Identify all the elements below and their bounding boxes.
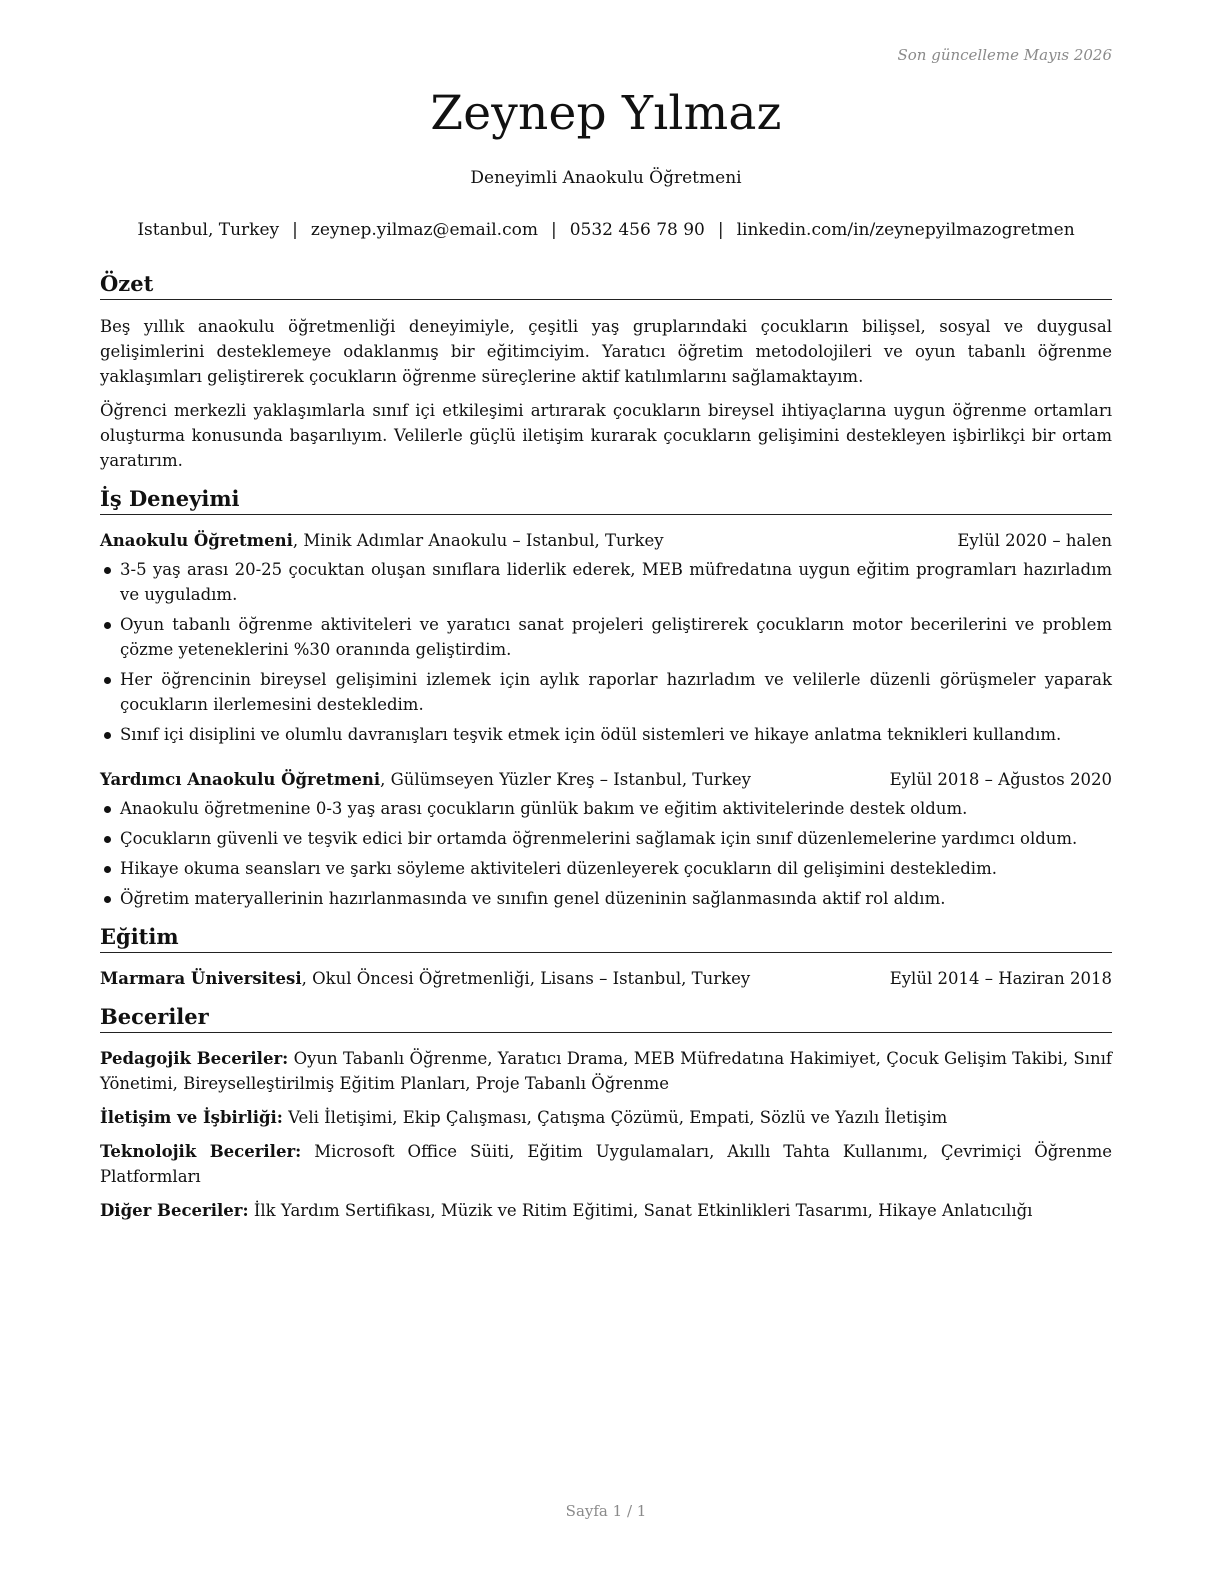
candidate-name: Zeynep Yılmaz [430, 86, 782, 141]
job-role: Anaokulu Öğretmeni [100, 531, 293, 550]
section-title-education: Eğitim [100, 923, 1112, 953]
contact-separator: | [717, 220, 724, 240]
job-bullet: 3-5 yaş arası 20-25 çocuktan oluşan sınıflara liderlik ederek, MEB müfredatına uygun eğitim programları hazırladım ve uyguladım. [100, 557, 1112, 607]
summary-section [100, 270, 1112, 473]
candidate-headline: Deneyimli Anaokulu Öğretmeni [470, 168, 742, 188]
skill-group [100, 1139, 1112, 1189]
contact-separator: | [550, 220, 557, 240]
education-detail: , Okul Öncesi Öğretmenliği, Lisans – Istanbul, Turkey [301, 969, 751, 988]
job-bullet: Öğretim materyallerinin hazırlanmasında ve sınıfın genel düzeninin sağlanmasında aktif rol aldım. [100, 886, 1112, 911]
contact-phone: 0532 456 78 90 [569, 220, 705, 240]
page-number: Sayfa 1 / 1 [565, 1502, 647, 1520]
job-bullet: Anaokulu öğretmenine 0-3 yaş arası çocukların günlük bakım ve eğitim aktivitelerinde destek oldum. [100, 796, 1112, 821]
job-header [100, 767, 1112, 792]
skill-items: İlk Yardım Sertifikası, Müzik ve Ritim Eğitimi, Sanat Etkinlikleri Tasarımı, Hikaye Anlatıcılığı [253, 1201, 1033, 1220]
job-dates: Eylül 2020 – halen [957, 531, 1112, 550]
contact-line [100, 220, 1112, 240]
contact-linkedin[interactable]: linkedin.com/in/zeynepyilmazogretmen [736, 220, 1075, 240]
skill-label: Teknolojik Beceriler: [100, 1142, 302, 1161]
job-bullet: Oyun tabanlı öğrenme aktiviteleri ve yaratıcı sanat projeleri geliştirerek çocukların motor becerilerini ve problem çözme yeteneklerini %30 oranında geliştirdim. [100, 612, 1112, 662]
education-title-line [100, 966, 750, 991]
education-dates: Eylül 2014 – Haziran 2018 [889, 969, 1112, 988]
skill-group [100, 1198, 1112, 1223]
skill-label: Diğer Beceriler: [100, 1201, 249, 1220]
job-header [100, 528, 1112, 553]
job-dates: Eylül 2018 – Ağustos 2020 [889, 770, 1112, 789]
education-section [100, 923, 1112, 991]
skill-group [100, 1046, 1112, 1096]
contact-email[interactable]: zeynep.yilmaz@email.com [310, 220, 538, 240]
job-bullet: Her öğrencinin bireysel gelişimini izlemek için aylık raporlar hazırladım ve velilerle düzenli görüşmeler yaparak çocukların ilerlemesini destekledim. [100, 667, 1112, 717]
job-bullet: Çocukların güvenli ve teşvik edici bir ortamda öğrenmelerini sağlamak için sınıf düzenlemelerine yardımcı oldum. [100, 826, 1112, 851]
job-entry [100, 767, 1112, 911]
job-title-line [100, 767, 751, 792]
experience-section [100, 485, 1112, 911]
skill-label: İletişim ve İşbirliği: [100, 1108, 283, 1127]
section-title-experience: İş Deneyimi [100, 485, 1112, 515]
summary-paragraph: Beş yıllık anaokulu öğretmenliği deneyimiyle, çeşitli yaş gruplarındaki çocukların bilişsel, sosyal ve duygusal gelişimlerini desteklemeye odaklanmış bir eğitimciyim. Yaratıcı öğretim metodolojileri ve oyun tabanlı öğrenme yaklaşımları geliştirerek çocukların öğrenme süreçlerine aktif katılımlarını sağlamaktayım. [100, 317, 1112, 386]
job-title-line [100, 528, 664, 553]
section-title-skills: Beceriler [100, 1003, 1112, 1033]
summary-paragraph: Öğrenci merkezli yaklaşımlarla sınıf içi etkileşimi artırarak çocukların bireysel ihtiyaçlarına uygun öğrenme ortamları oluşturma konusunda başarılıyım. Velilerle güçlü iletişim kurarak çocukların gelişimini destekleyen işbirlikçi bir ortam yaratırım. [100, 401, 1112, 470]
skill-group [100, 1105, 1112, 1130]
contact-location: Istanbul, Turkey [137, 220, 280, 240]
last-updated: Son güncelleme Mayıs 2026 [897, 46, 1112, 64]
job-organization: , Gülümseyen Yüzler Kreş – Istanbul, Turkey [380, 770, 751, 789]
job-bullet: Hikaye okuma seansları ve şarkı söyleme aktiviteleri düzenleyerek çocukların dil gelişimini destekledim. [100, 856, 1112, 881]
section-title-summary: Özet [100, 270, 1112, 300]
contact-separator: | [292, 220, 298, 240]
job-bullets [100, 796, 1112, 911]
resume-page [100, 0, 1112, 1584]
job-entry [100, 528, 1112, 747]
education-entry [100, 966, 1112, 991]
job-bullets [100, 557, 1112, 747]
skill-items: Microsoft Office Süiti, Eğitim Uygulamaları, Akıllı Tahta Kullanımı, Çevrimiçi Öğrenme Platformları [100, 1142, 1112, 1186]
job-organization: , Minik Adımlar Anaokulu – Istanbul, Turkey [292, 531, 664, 550]
resume-content [100, 270, 1112, 1223]
skill-label: Pedagojik Beceriler: [100, 1049, 289, 1068]
skill-items: Veli İletişimi, Ekip Çalışması, Çatışma Çözümü, Empati, Sözlü ve Yazılı İletişim [288, 1108, 948, 1127]
job-bullet: Sınıf içi disiplini ve olumlu davranışları teşvik etmek için ödül sistemleri ve hikaye anlatma teknikleri kullandım. [100, 722, 1112, 747]
job-role: Yardımcı Anaokulu Öğretmeni [100, 770, 381, 789]
skill-items: Oyun Tabanlı Öğrenme, Yaratıcı Drama, MEB Müfredatına Hakimiyet, Çocuk Gelişim Takibi, Sınıf Yönetimi, Bireyselleştirilmiş Eğitim Planları, Proje Tabanlı Öğrenme [100, 1049, 1112, 1093]
education-school: Marmara Üniversitesi [100, 969, 302, 988]
skills-section [100, 1003, 1112, 1223]
